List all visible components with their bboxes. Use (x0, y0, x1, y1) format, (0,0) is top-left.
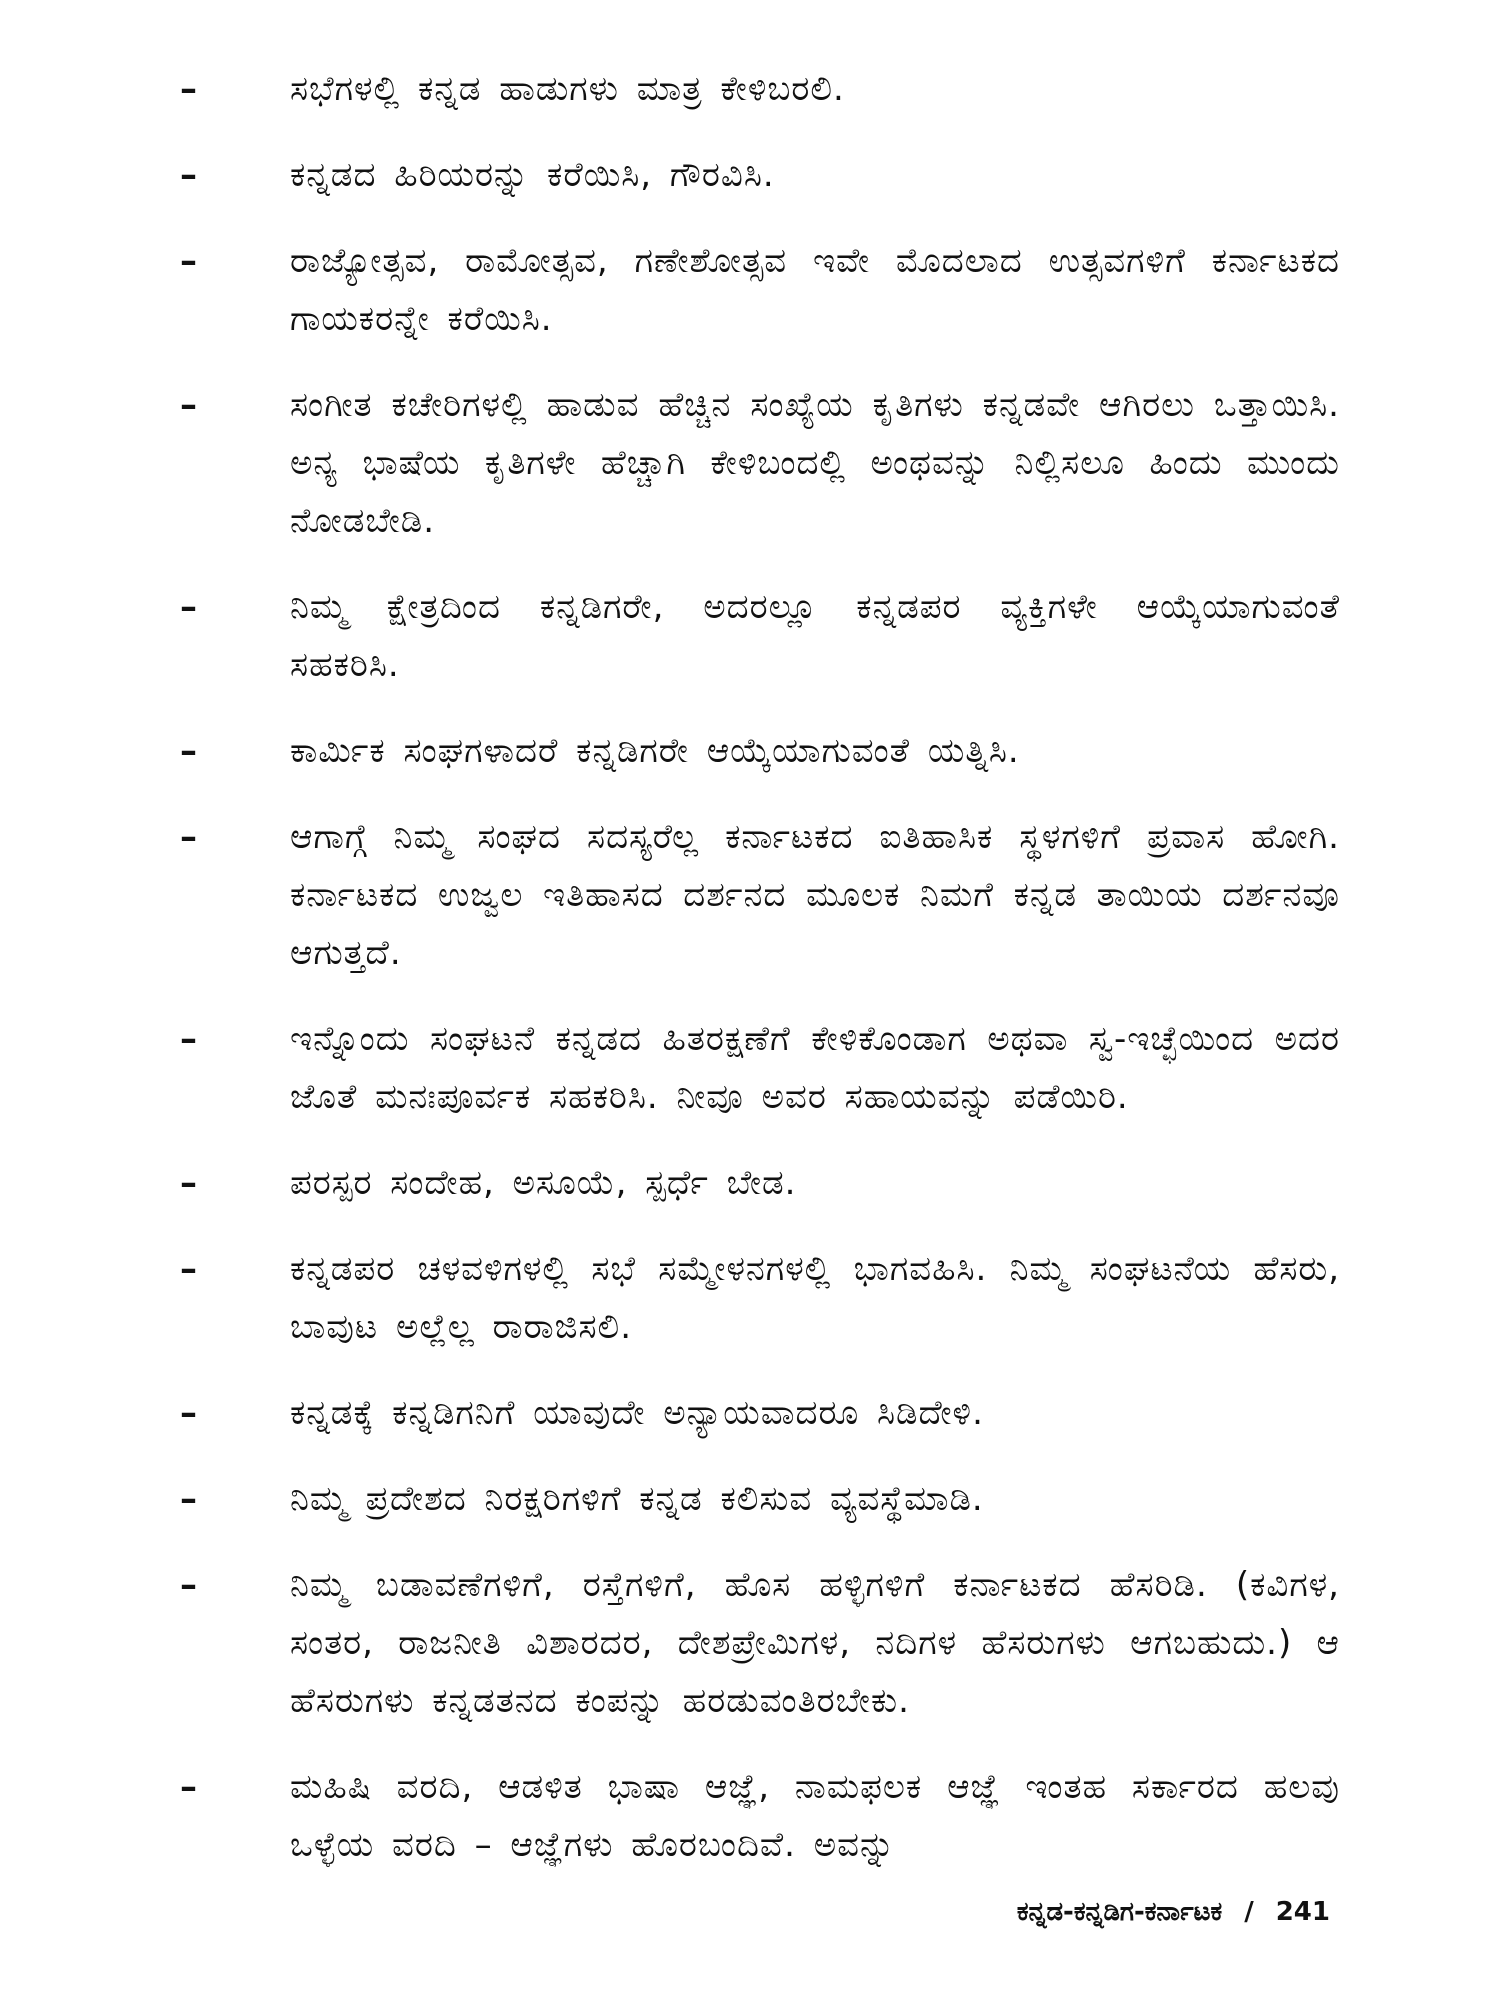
list-item-text: ನಿಮ್ಮ ಕ್ಷೇತ್ರದಿಂದ ಕನ್ನಡಿಗರೇ, ಅದರಲ್ಲೂ ಕನ್ನಡಪರ ವ್ಯಕ್ತಿಗಳೇ ಆಯ್ಕೆಯಾಗುವಂತೆ ಸಹಕರಿಸಿ. (290, 587, 1340, 685)
bullet-dash: – (180, 1019, 197, 1059)
bullet-dash: – (180, 241, 197, 281)
list-item (180, 578, 1340, 694)
list-item (180, 1154, 1340, 1212)
list-item-text: ಸಂಗೀತ ಕಚೇರಿಗಳಲ್ಲಿ ಹಾಡುವ ಹೆಚ್ಚಿನ ಸಂಖ್ಯೆಯ ಕೃತಿಗಳು ಕನ್ನಡವೇ ಆಗಿರಲು ಒತ್ತಾಯಿಸಿ. ಅನ್ಯ ಭಾಷೆಯ ಕೃತಿಗಳೇ ಹೆಚ್ಚಾಗಿ ಕೇಳಿಬಂದಲ್ಲಿ ಅಂಥವನ್ನು ನಿಲ್ಲಿಸಲೂ ಹಿಂದು ಮುಂದು ನೋಡಬೇಡಿ. (290, 385, 1340, 541)
list-item-text: ಸಭೆಗಳಲ್ಲಿ ಕನ್ನಡ ಹಾಡುಗಳು ಮಾತ್ರ ಕೇಳಿಬರಲಿ. (290, 69, 845, 109)
page-footer (1017, 1897, 1330, 1928)
running-title: ಕನ್ನಡ-ಕನ್ನಡಿಗ-ಕರ್ನಾಟಕ (1016, 1897, 1223, 1927)
bullet-dash: – (180, 817, 197, 857)
list-item (180, 376, 1340, 550)
bullet-dash: – (180, 1565, 197, 1605)
bullet-dash: – (180, 731, 197, 771)
list-item-text: ಪರಸ್ಪರ ಸಂದೇಹ, ಅಸೂಯೆ, ಸ್ಪರ್ಧೆ ಬೇಡ. (290, 1163, 797, 1203)
list-item-text: ರಾಜ್ಯೋತ್ಸವ, ರಾಮೋತ್ಸವ, ಗಣೇಶೋತ್ಸವ ಇವೇ ಮೊದಲಾದ ಉತ್ಸವಗಳಿಗೆ ಕರ್ನಾಟಕದ ಗಾಯಕರನ್ನೇ ಕರೆಯಿಸಿ. (290, 241, 1340, 339)
list-item-text: ಕನ್ನಡದ ಹಿರಿಯರನ್ನು ಕರೆಯಿಸಿ, ಗೌರವಿಸಿ. (290, 155, 775, 195)
list-item (180, 146, 1340, 204)
list-item-text: ಇನ್ನೊಂದು ಸಂಘಟನೆ ಕನ್ನಡದ ಹಿತರಕ್ಷಣೆಗೆ ಕೇಳಿಕೊಂಡಾಗ ಅಥವಾ ಸ್ವ-ಇಚ್ಛೆಯಿಂದ ಅದರ ಜೊತೆ ಮನಃಪೂರ್ವಕ ಸಹಕರಿಸಿ. ನೀವೂ ಅವರ ಸಹಾಯವನ್ನು ಪಡೆಯಿರಿ. (290, 1019, 1340, 1117)
list-item-text: ನಿಮ್ಮ ಬಡಾವಣೆಗಳಿಗೆ, ರಸ್ತೆಗಳಿಗೆ, ಹೊಸ ಹಳ್ಳಿಗಳಿಗೆ ಕರ್ನಾಟಕದ ಹೆಸರಿಡಿ. (ಕವಿಗಳ, ಸಂತರ, ರಾಜನೀತಿ ವಿಶಾರದರ, ದೇಶಪ್ರೇಮಿಗಳ, ನದಿಗಳ ಹೆಸರುಗಳು ಆಗಬಹುದು.) ಆ ಹೆಸರುಗಳು ಕನ್ನಡತನದ ಕಂಪನ್ನು ಹರಡುವಂತಿರಬೇಕು. (290, 1565, 1340, 1721)
page-number: 241 (1275, 1897, 1330, 1927)
bullet-dash: – (180, 1767, 197, 1807)
bullet-list (180, 60, 1340, 1902)
list-item-text: ಕನ್ನಡಪರ ಚಳವಳಿಗಳಲ್ಲಿ ಸಭೆ ಸಮ್ಮೇಳನಗಳಲ್ಲಿ ಭಾಗವಹಿಸಿ. ನಿಮ್ಮ ಸಂಘಟನೆಯ ಹೆಸರು, ಬಾವುಟ ಅಲ್ಲೆಲ್ಲ ರಾರಾಜಿಸಲಿ. (290, 1249, 1340, 1347)
list-item (180, 232, 1340, 348)
list-item-text: ಕನ್ನಡಕ್ಕೆ ಕನ್ನಡಿಗನಿಗೆ ಯಾವುದೇ ಅನ್ಯಾಯವಾದರೂ ಸಿಡಿದೇಳಿ. (290, 1393, 984, 1433)
footer-separator: / (1244, 1897, 1254, 1927)
list-item (180, 1758, 1340, 1874)
list-item (180, 1384, 1340, 1442)
list-item (180, 722, 1340, 780)
bullet-dash: – (180, 1163, 197, 1203)
bullet-dash: – (180, 155, 197, 195)
list-item-text: ಮಹಿಷಿ ವರದಿ, ಆಡಳಿತ ಭಾಷಾ ಆಜ್ಞೆ, ನಾಮಫಲಕ ಆಜ್ಞೆ ಇಂತಹ ಸರ್ಕಾರದ ಹಲವು ಒಳ್ಳೆಯ ವರದಿ – ಆಜ್ಞೆಗಳು ಹೊರಬಂದಿವೆ. ಅವನ್ನು (290, 1767, 1340, 1865)
list-item-text: ಆಗಾಗ್ಗೆ ನಿಮ್ಮ ಸಂಘದ ಸದಸ್ಯರೆಲ್ಲ ಕರ್ನಾಟಕದ ಐತಿಹಾಸಿಕ ಸ್ಥಳಗಳಿಗೆ ಪ್ರವಾಸ ಹೋಗಿ. ಕರ್ನಾಟಕದ ಉಜ್ವಲ ಇತಿಹಾಸದ ದರ್ಶನದ ಮೂಲಕ ನಿಮಗೆ ಕನ್ನಡ ತಾಯಿಯ ದರ್ಶನವೂ ಆಗುತ್ತದೆ. (290, 817, 1340, 973)
list-item (180, 1470, 1340, 1528)
list-item (180, 808, 1340, 982)
bullet-dash: – (180, 1249, 197, 1289)
bullet-dash: – (180, 1479, 197, 1519)
list-item-text: ನಿಮ್ಮ ಪ್ರದೇಶದ ನಿರಕ್ಷರಿಗಳಿಗೆ ಕನ್ನಡ ಕಲಿಸುವ ವ್ಯವಸ್ಥೆಮಾಡಿ. (290, 1479, 984, 1519)
list-item (180, 1240, 1340, 1356)
bullet-dash: – (180, 587, 197, 627)
list-item-text: ಕಾರ್ಮಿಕ ಸಂಘಗಳಾದರೆ ಕನ್ನಡಿಗರೇ ಆಯ್ಕೆಯಾಗುವಂತೆ ಯತ್ನಿಸಿ. (290, 731, 1020, 771)
list-item (180, 60, 1340, 118)
list-item (180, 1556, 1340, 1730)
bullet-dash: – (180, 1393, 197, 1433)
list-item (180, 1010, 1340, 1126)
bullet-dash: – (180, 69, 197, 109)
bullet-dash: – (180, 385, 197, 425)
